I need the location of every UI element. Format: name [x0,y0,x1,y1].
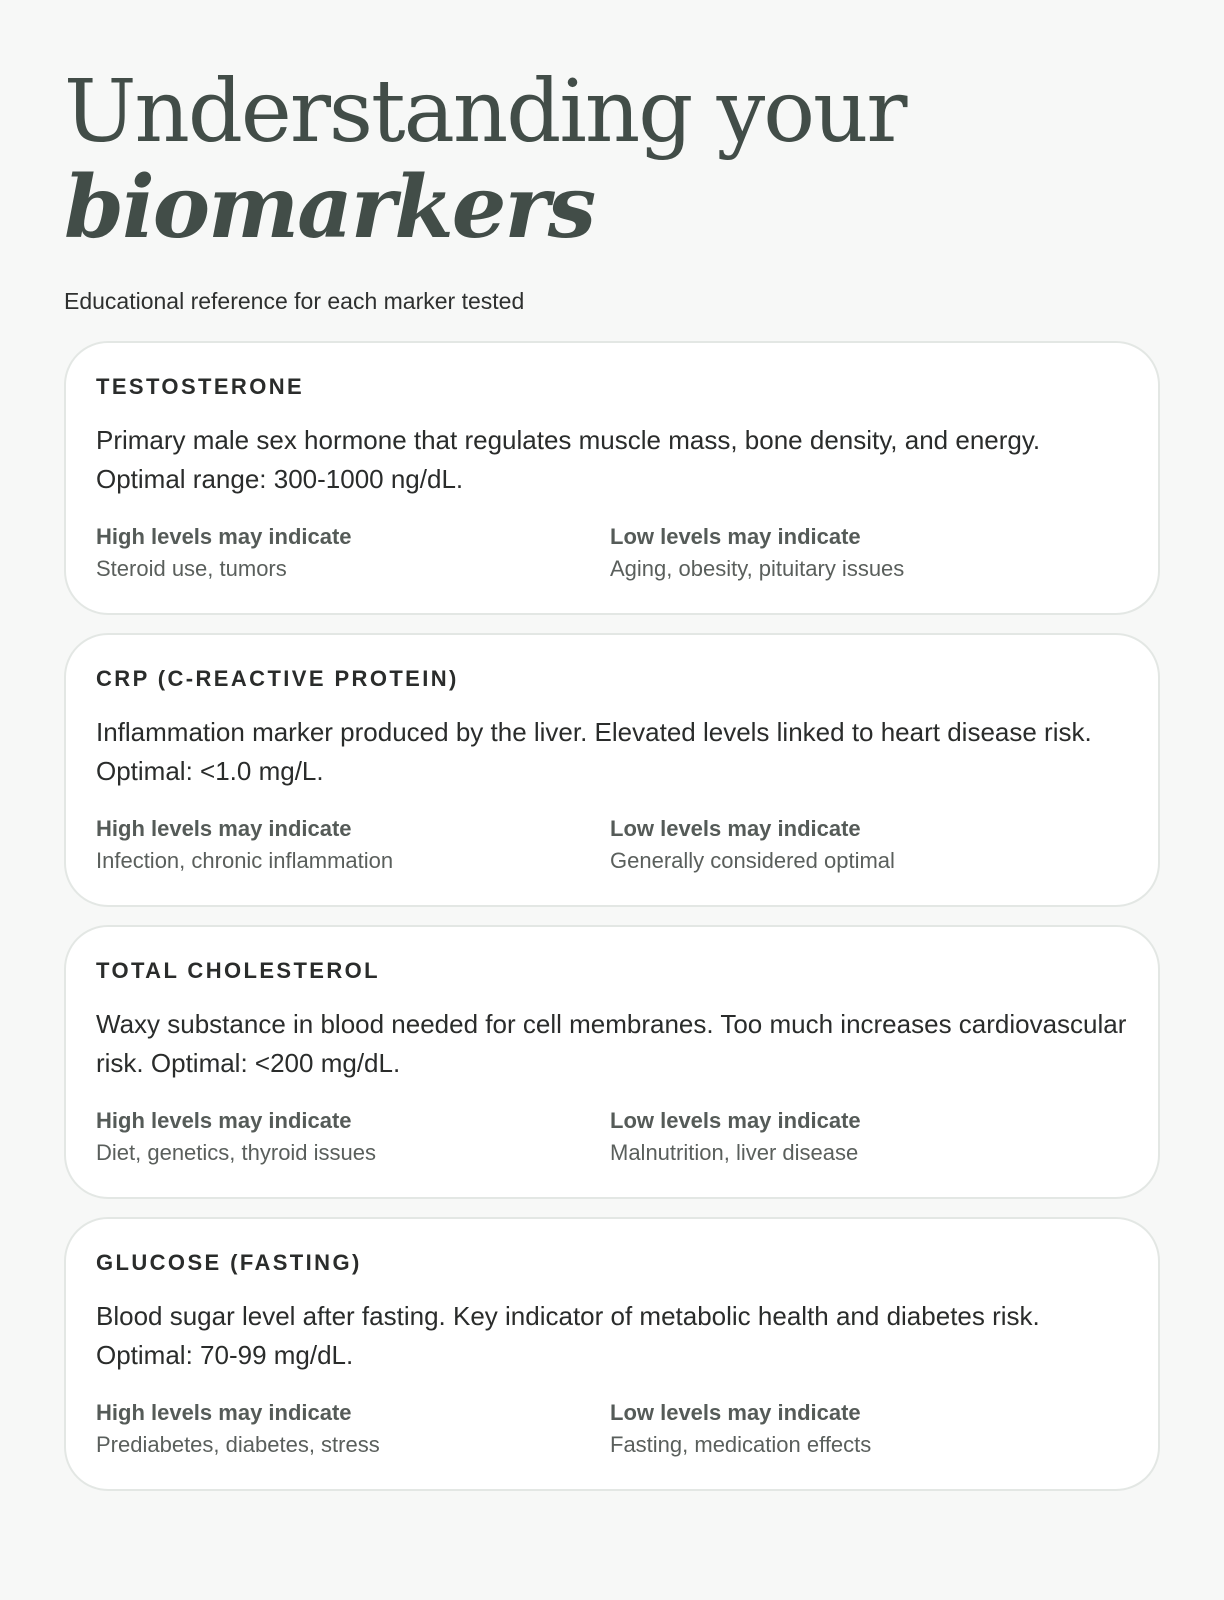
page-title-line-1: Understanding your [64,62,906,162]
high-levels-label: High levels may indicate [96,1108,352,1133]
low-levels [610,1398,1124,1460]
marker-card-list [64,341,1160,1491]
page-subtitle: Educational reference for each marker tested [64,288,525,314]
low-levels-label: Low levels may indicate [610,1108,861,1133]
high-levels-label: High levels may indicate [96,816,352,841]
high-levels [96,522,610,584]
low-levels-label: Low levels may indicate [610,524,861,549]
marker-levels [96,1398,1128,1460]
marker-levels [96,522,1128,584]
high-levels [96,1106,610,1168]
marker-description: Blood sugar level after fasting. Key indicator of metabolic health and diabetes risk. Optimal: 70-99 mg/dL. [96,1301,1040,1370]
low-levels-value: Aging, obesity, pituitary issues [610,556,905,581]
low-levels-label: Low levels may indicate [610,816,861,841]
marker-card-total-cholesterol [64,925,1160,1199]
low-levels-value: Generally considered optimal [610,848,895,873]
marker-name: TESTOSTERONE [96,374,305,399]
high-levels-label: High levels may indicate [96,1400,352,1425]
marker-description: Inflammation marker produced by the liver. Elevated levels linked to heart disease risk. Optimal: <1.0 mg/L. [96,717,1092,786]
page-title-line-2: biomarkers [64,157,595,258]
low-levels-value: Malnutrition, liver disease [610,1140,859,1165]
high-levels-value: Infection, chronic inflammation [96,848,394,873]
page-title [64,64,1160,256]
marker-levels [96,1106,1128,1168]
low-levels [610,814,1124,876]
marker-name: CRP (C-REACTIVE PROTEIN) [96,666,459,691]
high-levels-value: Prediabetes, diabetes, stress [96,1432,380,1457]
marker-card-glucose [64,1217,1160,1491]
high-levels-value: Diet, genetics, thyroid issues [96,1140,377,1165]
high-levels [96,1398,610,1460]
high-levels-value: Steroid use, tumors [96,556,287,581]
marker-name: TOTAL CHOLESTEROL [96,958,381,983]
marker-card-crp [64,633,1160,907]
marker-description: Primary male sex hormone that regulates muscle mass, bone density, and energy. Optimal range: 300-1000 ng/dL. [96,425,1041,494]
high-levels-label: High levels may indicate [96,524,352,549]
marker-name: GLUCOSE (FASTING) [96,1250,362,1275]
low-levels [610,1106,1124,1168]
marker-levels [96,814,1128,876]
marker-description: Waxy substance in blood needed for cell membranes. Too much increases cardiovascular risk. Optimal: <200 mg/dL. [96,1009,1127,1078]
low-levels-value: Fasting, medication effects [610,1432,872,1457]
low-levels-label: Low levels may indicate [610,1400,861,1425]
high-levels [96,814,610,876]
marker-card-testosterone [64,341,1160,615]
low-levels [610,522,1124,584]
